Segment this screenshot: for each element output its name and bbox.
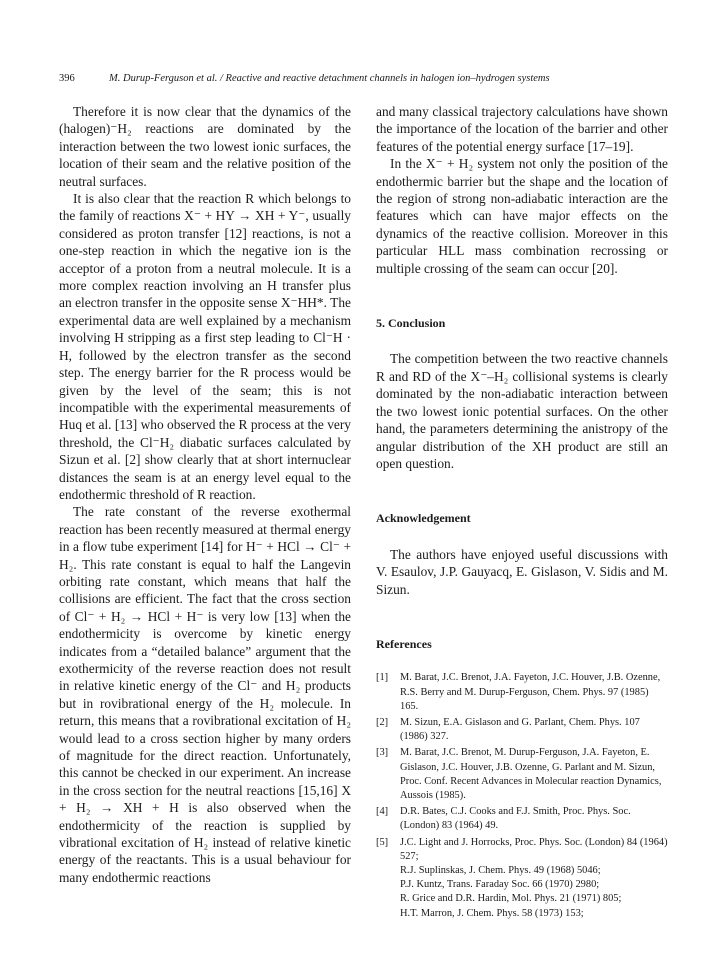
paragraph: The rate constant of the reverse exothermal reaction has been recently measured at thermal energy in a flow tube experiment [14] for H⁻ + HCl → Cl⁻ + H₂. This rate constant is equal to half the Langevin orbiting rate constant, which means that half the collisions are efficient. The fact that the cross section of Cl⁻ + H₂ → HCl + H⁻ is very low [13] when the endothermicity is overcome by kinetic energy indicates from a “detailed balance” argument that the exothermicity of the reverse reaction does not result in relative kinetic energy of the Cl⁻ and H₂ products but in rovibrational energy of the H₂ molecule. In return, this means that a rovibrational excitation of H₂ would lead to a cross section higher by many orders of magnitude for the direct reaction. Unfortunately, this cannot be checked in our experiment. An increase in the cross section for the neutral reactions [15,16] X + H₂ → XH + H is also observed when the endothermicity of the reaction is supplied by vibrational excitation of H₂ instead of relative kinetic energy of the reactants. This is a usual behaviour for many endothermic reactions <box>59 504 351 885</box>
reference-text: M. Barat, J.C. Brenot, J.A. Fayeton, J.C. Houver, J.B. Ozenne, R.S. Berry and M. Durup-Ferguson, Chem. Phys. 97 (1985) 165. <box>400 672 661 712</box>
page-number: 396 <box>59 73 75 84</box>
reference-item <box>376 716 668 744</box>
reference-number: [5] <box>376 836 389 848</box>
reference-number: [2] <box>376 716 389 728</box>
reference-item <box>376 836 668 921</box>
reference-subentry: R.J. Suplinskas, J. Chem. Phys. 49 (1968) 5046; <box>400 864 601 876</box>
reference-subentry: R. Grice and D.R. Hardin, Mol. Phys. 21 (1971) 805; <box>400 893 622 905</box>
paragraph-continued: and many classical trajectory calculations have shown the importance of the location of the barrier and other features of the potential energy surface [17–19]. <box>376 104 668 154</box>
paragraph: In the X⁻ + H₂ system not only the position of the endothermic barrier but the shape and the location of the region of strong non-adiabatic interaction are the features which can have major effects on the dynamics of the reactive collision. Moreover in this particular HLL mass combination recrossing or multiple crossing of the seam can occur [20]. <box>376 156 668 276</box>
acknowledgement-text: The authors have enjoyed useful discussions with V. Esaulov, J.P. Gauyacq, E. Gislason, V. Sidis and M. Sizun. <box>376 546 668 597</box>
reference-item <box>376 805 668 833</box>
reference-item <box>376 746 668 803</box>
paragraph: It is also clear that the reaction R which belongs to the family of reactions X⁻ + HY → XH + Y⁻, usually considered as proton transfer [12] reactions, is not a one-step reaction in which the negative ion is the acceptor of a proton from a neutral molecule. It is a more complex reaction involving an H transfer plus an electron transfer in the opposite sense X⁻HH*. The experimental data are well explained by a mechanism involving H stripping as a first step leading to Cl⁻H · H, followed by the electron transfer as the second step. The energy barrier for the R process would be given by the level of the seam; this is not incompatible with the experimental measurements of Huq et al. [13] who observed the R process at the very threshold, the Cl⁻H₂ diabatic surfaces calculated by Sizun et al. [2] show clearly that at short internuclear distances the seam is at an energy level equal to the endothermic threshold of R reaction. <box>59 191 351 502</box>
reference-list <box>376 671 668 920</box>
section-heading-acknowledgement: Acknowledgement <box>376 511 471 526</box>
reference-subentry: P.J. Kuntz, Trans. Faraday Soc. 66 (1970) 2980; <box>400 879 600 891</box>
reference-text: J.C. Light and J. Horrocks, Proc. Phys. Soc. (London) 84 (1964) 527; <box>400 836 668 862</box>
reference-text: M. Barat, J.C. Brenot, M. Durup-Ferguson, J.A. Fayeton, E. Gislason, J.C. Houver, J.B. Ozenne, G. Parlant and M. Sizun, Proc. Conf. Recent Advances in Molecular reaction Dynamics, Aussois (1985). <box>400 747 662 801</box>
reference-number: [3] <box>376 747 389 759</box>
section-heading-conclusion: 5. Conclusion <box>376 316 446 331</box>
paragraph: Therefore it is now clear that the dynamics of the (halogen)⁻H₂ reactions are dominated by the interaction between the two lowest ionic surfaces, the location of their seam and the relative position of the neutral surfaces. <box>59 104 351 189</box>
reference-number: [4] <box>376 806 389 818</box>
running-title: M. Durup-Ferguson et al. / Reactive and reactive detachment channels in halogen ion–hydrogen systems <box>109 73 550 84</box>
reference-text: D.R. Bates, C.J. Cooks and F.J. Smith, Proc. Phys. Soc. (London) 83 (1964) 49. <box>400 806 631 832</box>
reference-number: [1] <box>376 672 389 684</box>
conclusion-text: The competition between the two reactive channels R and RD of the X⁻–H₂ collisional systems is clearly dominated by the non-adiabatic interaction between the two lowest ionic potential surfaces. On the other hand, the parameters determining the anistropy of the angular distribution of the XH product are still an open question. <box>376 351 668 471</box>
section-heading-references: References <box>376 636 432 651</box>
right-column <box>376 103 668 923</box>
reference-item <box>376 671 668 714</box>
reference-text: M. Sizun, E.A. Gislason and G. Parlant, Chem. Phys. 107 (1986) 327. <box>400 716 640 743</box>
reference-subentry: H.T. Marron, J. Chem. Phys. 58 (1973) 153; <box>400 907 584 919</box>
left-column <box>59 103 351 886</box>
